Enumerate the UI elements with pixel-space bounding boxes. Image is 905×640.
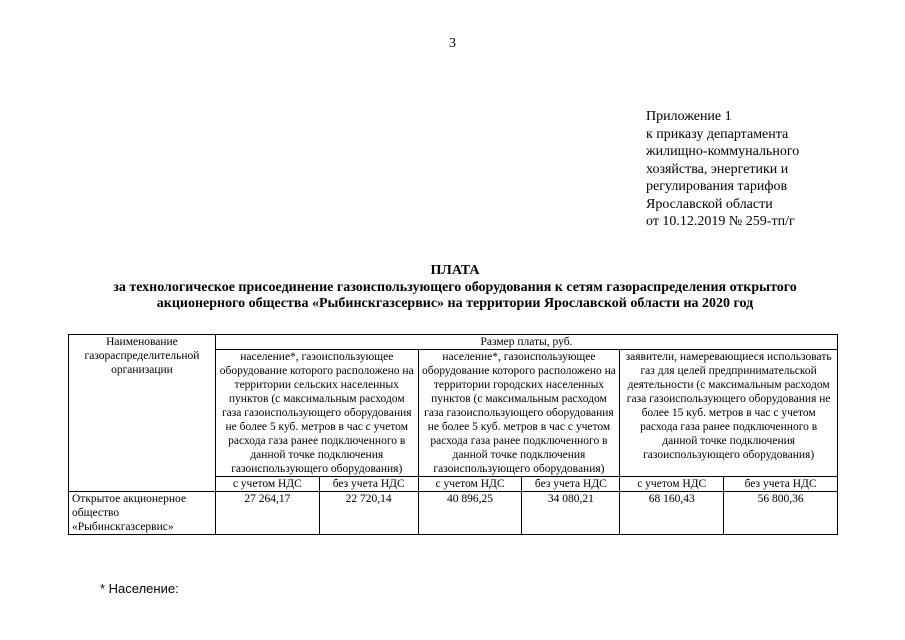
- page-number: 3: [449, 36, 456, 51]
- appendix-line: хозяйства, энергетики и: [646, 161, 789, 177]
- appendix-line: жилищно-коммунального: [646, 144, 800, 159]
- appendix-line: от 10.12.2019 № 259-тп/г: [646, 214, 795, 229]
- appendix-line: к приказу департамента: [646, 126, 789, 142]
- value-cell: 34 080,21: [522, 492, 620, 535]
- org-name-cell: Открытое акционерное общество «Рыбинскгазсервис»: [69, 492, 216, 535]
- appendix-line: Приложение 1: [646, 109, 732, 124]
- value-cell: 22 720,14: [319, 492, 418, 535]
- value-cell: 68 160,43: [620, 492, 724, 535]
- appendix-line: Ярославской области: [646, 196, 773, 212]
- value-cell: 27 264,17: [215, 492, 319, 535]
- value-cell: 40 896,25: [418, 492, 522, 535]
- value-cell: 56 800,36: [724, 492, 838, 535]
- fee-header-cell: Размер платы, руб.: [215, 335, 837, 350]
- group-header-urban: население*, газоиспользующее оборудование которого расположено на территории городских населенных пунктов (с максимальным расходом газа газоиспользующего оборудования не более 5 куб. метров в час с учетом расхода газа ранее подключенного в данной точке подключения газоиспользующего оборудования): [418, 350, 620, 477]
- appendix-line: регулирования тарифов: [646, 179, 788, 194]
- vat-without-header: без учета НДС: [319, 477, 418, 492]
- vat-with-header: с учетом НДС: [215, 477, 319, 492]
- fee-table: [68, 334, 838, 535]
- appendix-reference: [646, 108, 799, 231]
- org-header-cell: Наименование газораспределительной организации: [69, 335, 216, 492]
- group-header-rural: население*, газоиспользующее оборудование которого расположено на территории сельских населенных пунктов (с максимальным расходом газа газоиспользующего оборудования не более 5 куб. метров в час с учетом расхода газа ранее подключенного в данной точке подключения газоиспользующего оборудования): [215, 350, 418, 477]
- document-title: [40, 263, 870, 313]
- title-line: за технологическое присоединение газоиспользующего оборудования к сетям газораспределения открытого: [113, 279, 797, 295]
- footnote: * Население:: [100, 581, 179, 596]
- title-line: акционерного общества «Рыбинскгазсервис» на территории Ярославской области на 2020 год: [156, 296, 754, 311]
- vat-without-header: без учета НДС: [724, 477, 838, 492]
- vat-with-header: с учетом НДС: [418, 477, 522, 492]
- group-header-business: заявители, намеревающиеся использовать газ для целей предпринимательской деятельности (с максимальным расходом газа газоиспользующего оборудования не более 15 куб. метров в час с учетом расхода газа ранее подключенного в данной точке подключения газоиспользующего оборудования): [620, 350, 838, 477]
- vat-with-header: с учетом НДС: [620, 477, 724, 492]
- title-heading: ПЛАТА: [430, 263, 480, 278]
- table-row: [69, 492, 838, 535]
- vat-without-header: без учета НДС: [522, 477, 620, 492]
